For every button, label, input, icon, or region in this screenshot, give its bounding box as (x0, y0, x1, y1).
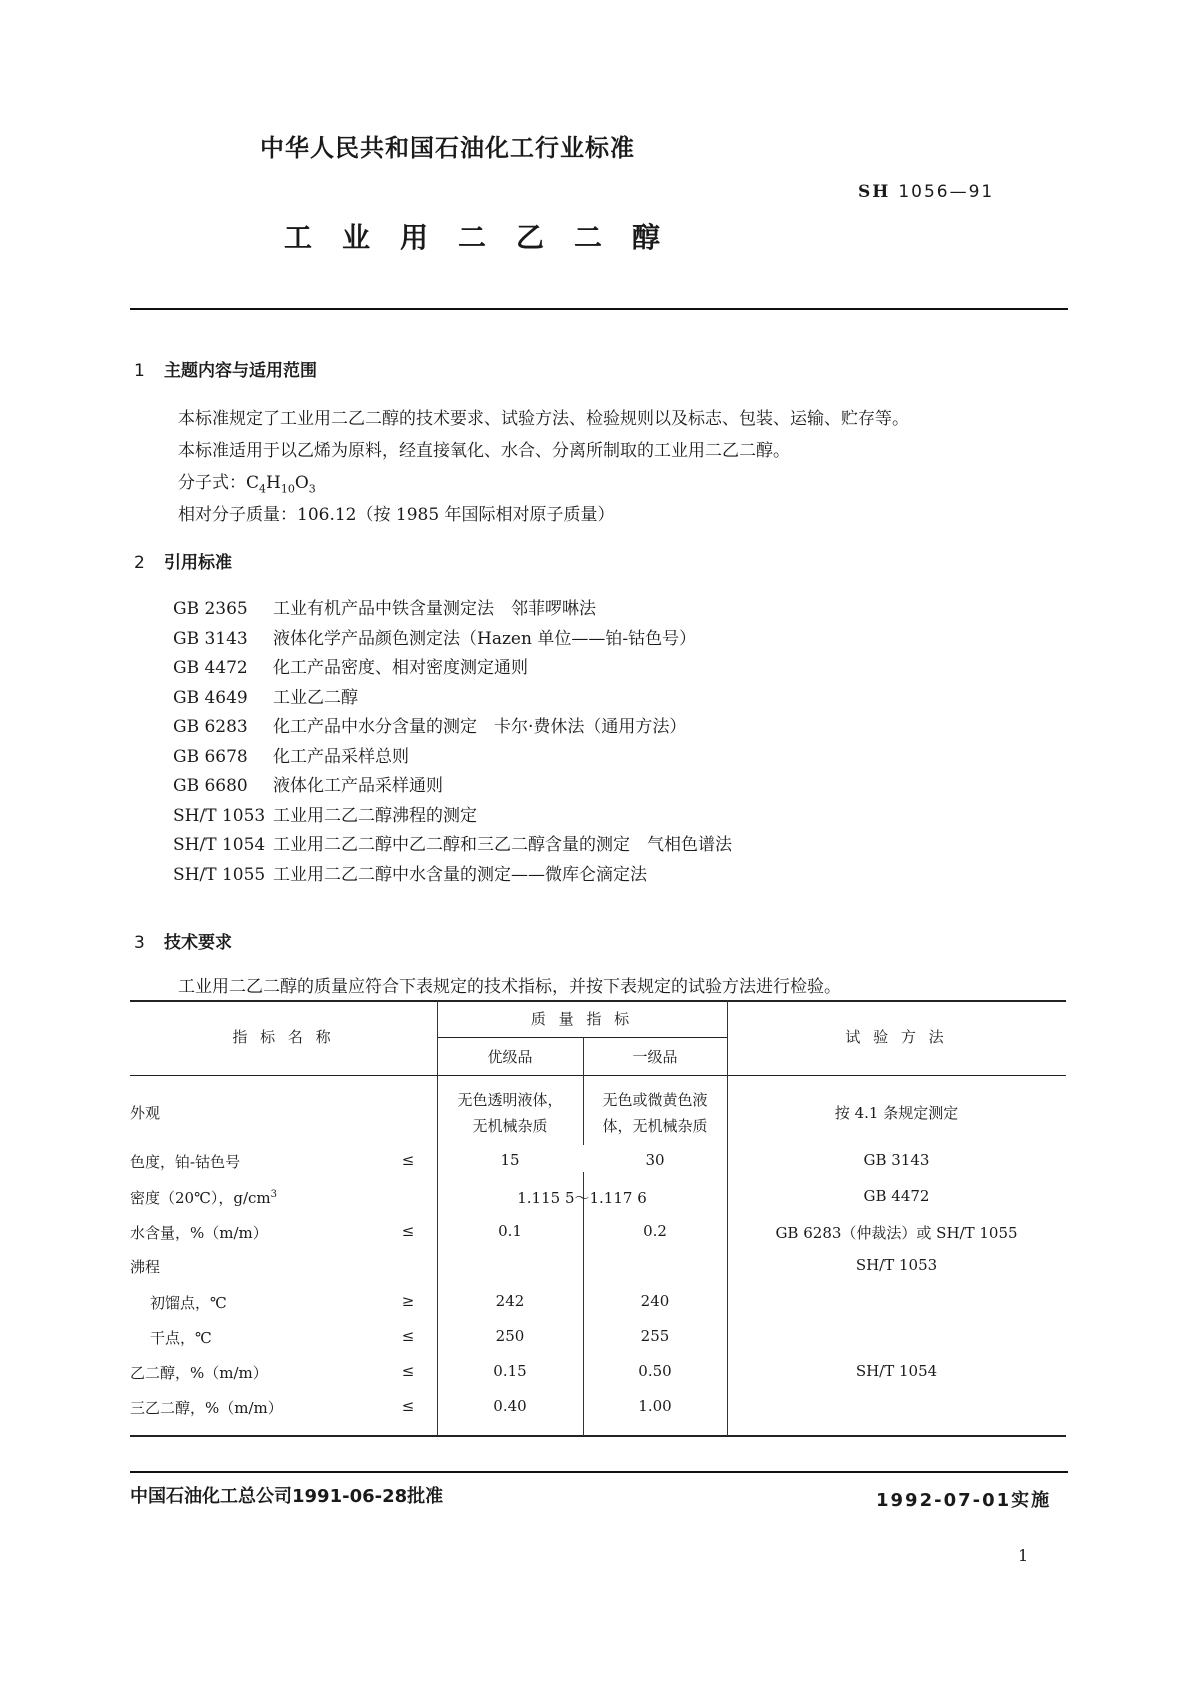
row-method: 按 4.1 条规定测定 (834, 1104, 959, 1122)
row-name: 干点，℃ (150, 1329, 212, 1347)
row-method: GB 6283（仲裁法）或 SH/T 1055 (775, 1224, 1018, 1242)
organization-title: 中华人民共和国石油化工行业标准 (260, 134, 635, 162)
standard-code (858, 182, 994, 202)
section-3-heading: 3 技术要求 (134, 933, 232, 953)
reference-item (173, 801, 477, 826)
standard-prefix: SH (858, 182, 891, 202)
reference-title: 工业用二乙二醇沸程的测定 (273, 805, 477, 826)
reference-item (173, 742, 409, 767)
reference-code: SH/T 1054 (173, 835, 266, 855)
table-bottom-rule (130, 1435, 1066, 1437)
reference-title: 化工产品采样总则 (273, 746, 409, 767)
row-superior-value: 250 (495, 1327, 525, 1345)
row-name: 乙二醇，%（m/m） (130, 1364, 268, 1382)
reference-item (173, 624, 696, 649)
row-superior-value: 0.15 (493, 1362, 527, 1380)
section-2-heading: 2 引用标准 (134, 553, 232, 573)
reference-code: GB 4649 (173, 687, 248, 708)
reference-title: 化工产品密度、相对密度测定通则 (273, 658, 528, 678)
row-merged-value: 1.115 5～1.117 6 (517, 1189, 647, 1207)
reference-title: 工业有机产品中铁含量测定法 邻菲啰啉法 (273, 599, 596, 619)
header-divider (130, 308, 1068, 310)
row-superior-value: 0.40 (493, 1397, 527, 1415)
reference-item (173, 771, 443, 796)
comparison-operator: ≥ (401, 1292, 415, 1310)
reference-title: 液体化工产品采样通则 (273, 776, 443, 796)
reference-code: GB 6283 (173, 717, 248, 737)
row-first-value: 无色或微黄色液 体，无机械杂质 (602, 1091, 708, 1135)
reference-item (173, 594, 596, 619)
reference-item (173, 653, 528, 678)
section-3-title: 技术要求 (164, 933, 232, 953)
row-name: 密度（20℃），$g/cm^3$ (130, 1189, 278, 1207)
comparison-operator: ≤ (401, 1362, 415, 1380)
header-first-grade: 一级品 (632, 1048, 678, 1066)
reference-item (173, 860, 647, 885)
row-first-value: 255 (640, 1327, 670, 1345)
section-1-title: 主题内容与适用范围 (164, 361, 317, 381)
row-name: 水含量，%（m/m） (130, 1224, 268, 1242)
document-title: 工业用二乙二醇 (284, 221, 691, 254)
footer-divider (130, 1471, 1068, 1473)
row-method: SH/T 1054 (855, 1362, 938, 1380)
section-3-intro: 工业用二乙二醇的质量应符合下表规定的技术指标，并按下表规定的试验方法进行检验。 (178, 977, 841, 997)
row-name: 三乙二醇，%（m/m） (130, 1399, 283, 1417)
table-top-rule (130, 1000, 1066, 1002)
reference-title: 工业用二乙二醇中乙二醇和三乙二醇含量的测定 气相色谱法 (273, 835, 732, 855)
reference-item (173, 712, 686, 737)
section-1-paragraph-1: 本标准规定了工业用二乙二醇的技术要求、试验方法、检验规则以及标志、包装、运输、贮存等。 (178, 409, 909, 429)
section-1-heading: 1 主题内容与适用范围 (134, 361, 317, 381)
row-name: 沸程 (130, 1258, 161, 1276)
approval-line: 中国石油化工总公司1991-06-28批准 (130, 1486, 444, 1507)
reference-title: 工业乙二醇 (273, 687, 358, 708)
row-method: SH/T 1053 (855, 1256, 938, 1274)
reference-title: 化工产品中水分含量的测定 卡尔·费休法（通用方法） (273, 717, 687, 737)
reference-code: GB 6680 (173, 776, 248, 796)
comparison-operator: ≤ (401, 1151, 415, 1169)
row-name: 外观 (130, 1104, 161, 1122)
reference-code: GB 3143 (173, 628, 248, 649)
reference-item (173, 683, 358, 708)
comparison-operator: ≤ (401, 1222, 415, 1240)
reference-title: 液体化学产品颜色测定法（Hazen 单位——铂-钴色号） (273, 628, 697, 649)
header-superior-grade: 优级品 (487, 1048, 533, 1066)
header-indicator-name: 指 标 名 称 (232, 1028, 335, 1046)
row-method: GB 4472 (863, 1187, 930, 1205)
row-superior-value: 15 (500, 1151, 520, 1169)
section-1-paragraph-2: 本标准适用于以乙烯为原料，经直接氧化、水合、分离所制取的工业用二乙二醇。 (178, 441, 790, 461)
row-superior-value: 无色透明液体， 无机械杂质 (457, 1091, 563, 1135)
row-superior-value: 242 (495, 1292, 525, 1310)
row-first-value: 240 (640, 1292, 670, 1310)
header-quality-indicators: 质 量 指 标 (530, 1010, 634, 1028)
reference-title: 工业用二乙二醇中水含量的测定——微库仑滴定法 (273, 864, 647, 885)
row-name: 色度，铂-钴色号 (130, 1153, 241, 1171)
section-2-title: 引用标准 (164, 553, 232, 573)
row-method: GB 3143 (863, 1151, 930, 1169)
reference-code: SH/T 1053 (173, 805, 266, 826)
row-superior-value: 0.1 (498, 1222, 522, 1240)
reference-code: GB 2365 (173, 599, 248, 619)
implementation-date: 1992-07-01实施 (876, 1490, 1052, 1511)
reference-code: GB 6678 (173, 746, 248, 767)
technical-requirements-table (130, 1000, 1066, 1437)
row-first-value: 1.00 (638, 1397, 672, 1415)
row-name: 初馏点，℃ (150, 1294, 227, 1312)
reference-item (173, 830, 732, 855)
page-number: 1 (1018, 1546, 1029, 1565)
molecular-formula: 分子式：$C_4H_{10}O_3$ (178, 473, 316, 496)
standard-number: 1056—91 (898, 182, 995, 202)
row-first-value: 30 (645, 1151, 665, 1169)
comparison-operator: ≤ (401, 1397, 415, 1415)
comparison-operator: ≤ (401, 1327, 415, 1345)
row-first-value: 0.50 (638, 1362, 672, 1380)
row-first-value: 0.2 (643, 1222, 667, 1240)
header-test-method: 试 验 方 法 (845, 1028, 948, 1046)
reference-code: SH/T 1055 (173, 864, 266, 885)
quality-subheader-rule (437, 1037, 727, 1038)
table-header-rule (130, 1075, 1066, 1076)
reference-code: GB 4472 (173, 658, 248, 678)
molecular-mass: 相对分子质量：106.12（按 1985 年国际相对原子质量） (178, 505, 615, 525)
